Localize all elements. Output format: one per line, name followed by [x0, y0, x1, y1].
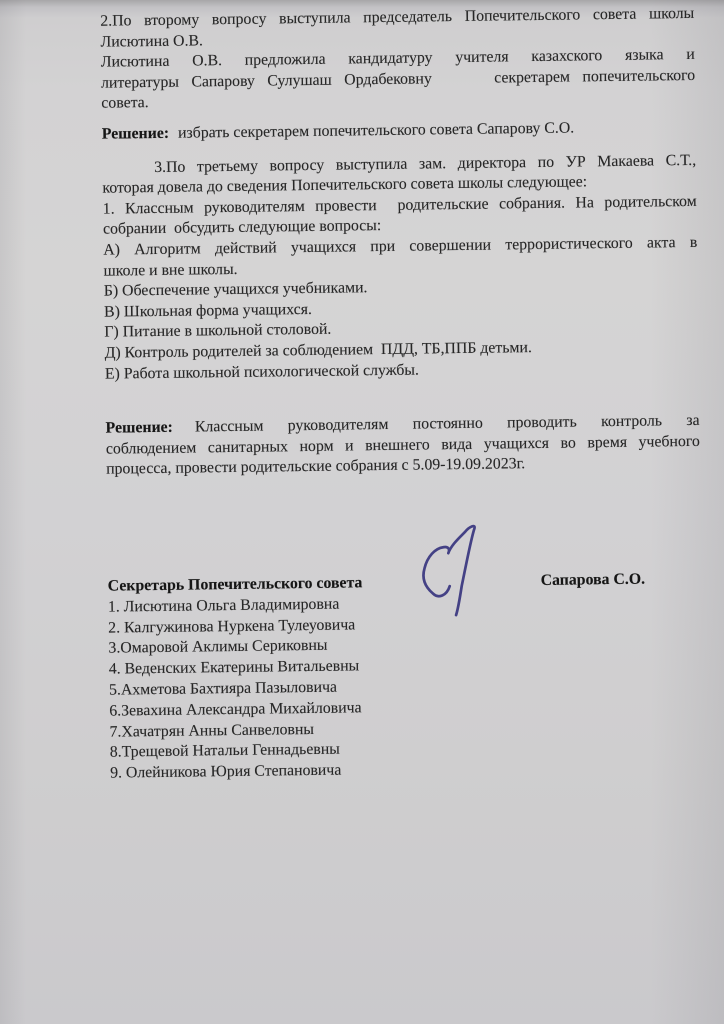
text-line: литературы Сапарову Сулушаш Ордабековну секретарем попечительского [100, 66, 696, 92]
member-item: 3.Омаровой Аклимы Сериковны [108, 637, 328, 658]
text-line: Лисютина О.В. предложила кандидатуру учителя казахского языка и [100, 46, 695, 71]
text-line: 1. Классным руководителям провести родительские собрания. На родительском [102, 192, 697, 218]
signature-ink-icon [419, 517, 492, 626]
text-line: В) Школьная форма учащихся. [103, 300, 312, 321]
text-line: Лисютина О.В. [100, 31, 204, 51]
text-line: соблюдением санитарных норм и внешнего вида учащихся во время учебного [105, 432, 700, 458]
paragraph [101, 45, 696, 115]
text-line: собрании обсудить следующие вопросы: [102, 217, 382, 239]
text-line: совета. [101, 94, 149, 113]
members-list [108, 590, 704, 785]
member-item: 5.Ахметова Бахтияра Пазыловича [108, 678, 338, 699]
text-line: школе и вне школы. [103, 260, 238, 280]
member-item: 7.Хачатрян Анны Санвеловны [109, 720, 315, 741]
document-body [100, 4, 700, 481]
text-line: Г) Питание в школьной столовой. [104, 321, 332, 341]
text-line: процесса, провести родительские собрания с 5.09-19.09.2023г. [106, 455, 526, 478]
member-item: 1. Лисютина Ольга Владимировна [107, 595, 340, 616]
paragraph [102, 117, 696, 145]
text-line: Решение: избрать секретарем попечительского совета Сапарову С.О. [101, 119, 575, 143]
text-line: которая довела до сведения Попечительского совета школы следующее: [102, 173, 588, 197]
decision-label: Решение: [101, 124, 170, 143]
text-line: А) Алгоритм действий учащихся при совершении террористического акта в [103, 233, 698, 259]
text-line: Решение: Классным руководителям постоянно проводить контроль за [105, 411, 700, 437]
signature-name: Сапарова С.О. [540, 570, 646, 589]
text-line: Д) Контроль родителей за соблюдением ПДД, ТБ,ППБ детьми. [104, 338, 532, 362]
text-line: 3.По третьему вопросу выступила зам. директора по УР Макаева С.Т., [154, 151, 697, 176]
decision-label: Решение: [105, 418, 174, 437]
text-line: Б) Обеспечение учащихся учебниками. [103, 279, 368, 300]
member-item: 6.Зевахина Александра Михайловича [109, 699, 362, 720]
member-item: 8.Трещевой Натальи Геннадьевны [109, 741, 340, 762]
member-item: 9. Олейникова Юрия Степановича [110, 761, 342, 782]
text-line: 2.По второму вопросу выступила председатель Попечительского совета школы [100, 4, 695, 30]
signature-role: Секретарь Попечительского совета [107, 574, 363, 595]
member-item: 4. Веденских Екатерины Витальевны [108, 657, 360, 678]
member-item: 2. Калгужинова Нуркена Тулеуовича [108, 616, 356, 637]
text-line: Е) Работа школьной психологической службы. [104, 361, 420, 383]
paragraph [105, 411, 700, 481]
